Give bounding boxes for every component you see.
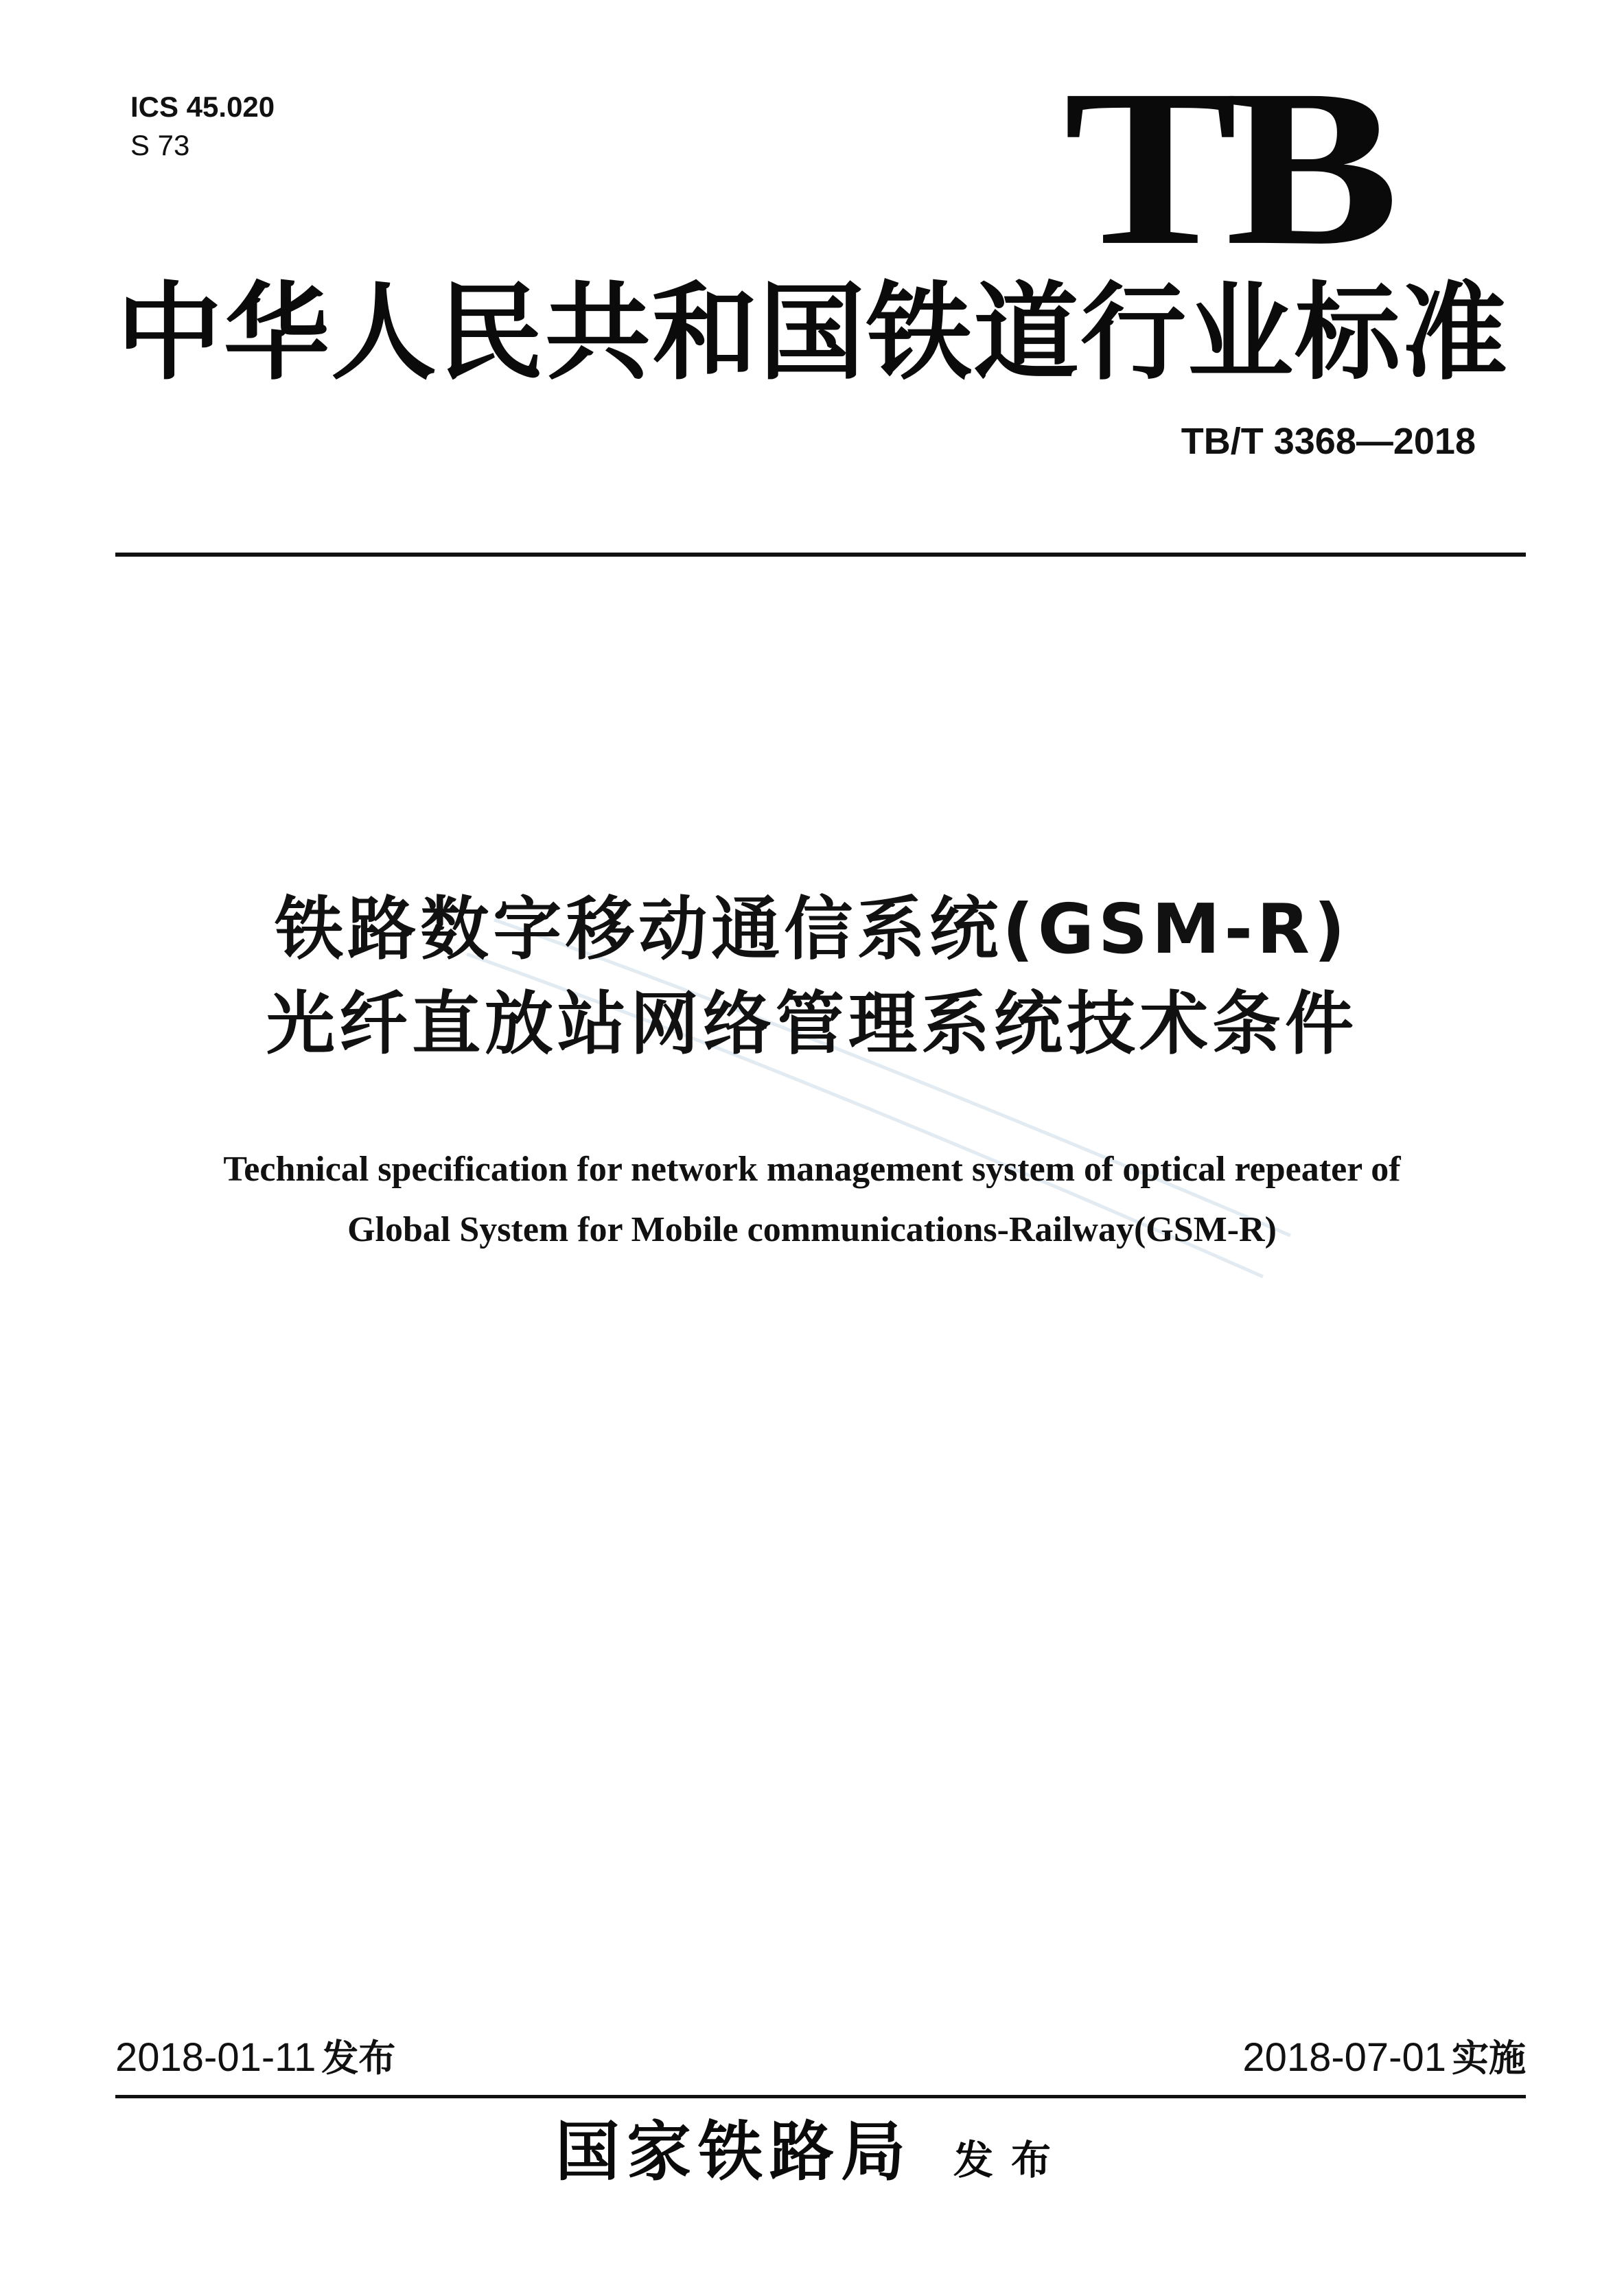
bottom-divider: [115, 2095, 1526, 2098]
publisher-label: 发布: [953, 2137, 1069, 2183]
english-title-line-1: Technical specification for network management system of optical repeater of: [223, 1150, 1401, 1189]
chinese-title: [103, 882, 1521, 1071]
standard-category-header: 中华人民共和国铁道行业标准: [117, 270, 1509, 395]
english-title-line-2: Global System for Mobile communications-Railway(GSM-R): [347, 1210, 1277, 1249]
classification-codes: [130, 88, 275, 165]
tb-logo: TB: [1063, 43, 1387, 292]
publisher: [0, 2107, 1624, 2205]
ics-code: ICS 45.020: [130, 91, 275, 123]
effective-date-label: 实施: [1452, 2037, 1526, 2080]
effective-date: [1242, 2030, 1526, 2086]
effective-date-value: 2018-07-01: [1242, 2035, 1446, 2080]
top-divider: [115, 553, 1526, 557]
chinese-title-line-2: 光纤直放站网络管理系统技术条件: [266, 984, 1358, 1064]
issue-date: [115, 2030, 395, 2086]
publisher-name: 国家铁路局: [555, 2114, 912, 2190]
issue-date-label: 发布: [321, 2037, 396, 2080]
issue-date-value: 2018-01-11: [115, 2035, 316, 2080]
standard-number: TB/T 3368—2018: [1181, 421, 1476, 462]
english-title: [103, 1139, 1521, 1260]
chinese-title-line-1: 铁路数字移动通信系统(GSM-R): [275, 889, 1349, 969]
ccs-code: S 73: [130, 129, 190, 161]
